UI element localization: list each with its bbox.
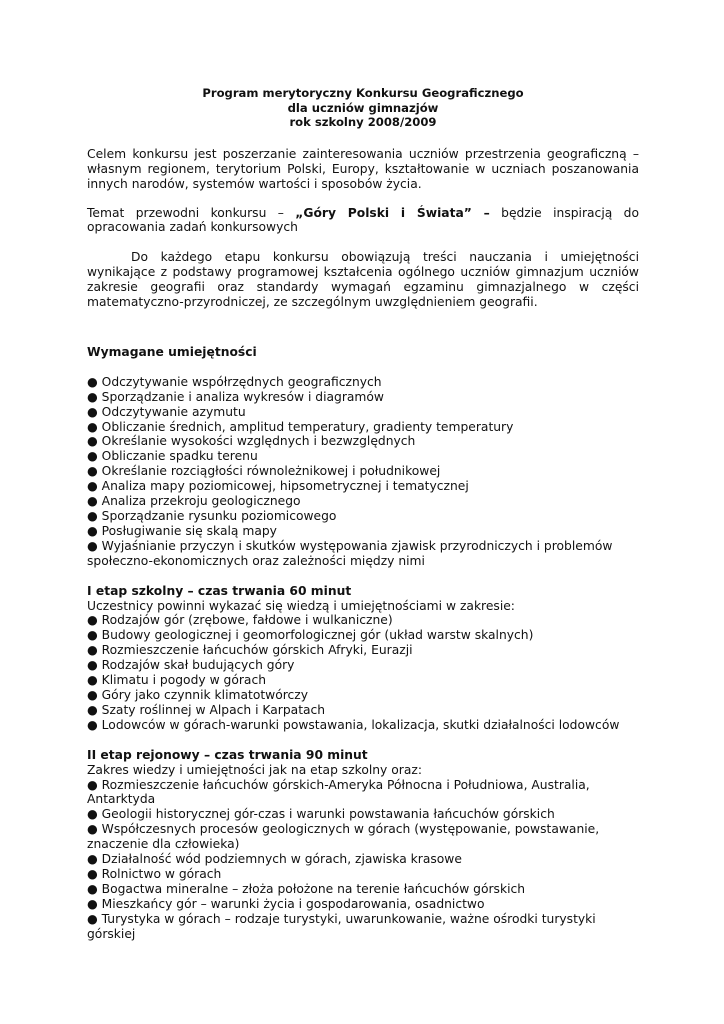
bullet-icon: ● <box>87 896 98 911</box>
stage-2-heading: II etap rejonowy – czas trwania 90 minut <box>87 747 368 762</box>
document-title <box>87 86 639 130</box>
bullet-icon: ● <box>87 822 98 837</box>
list-item: ● Działalność wód podziemnych w górach, zjawiska krasowe <box>87 852 462 867</box>
list-item: ● Określanie rozciągłości równoleżnikowej i południkowej <box>87 464 441 479</box>
list-item: ● Posługiwanie się skalą mapy <box>87 523 277 538</box>
list-item: ● Współczesnych procesów geologicznych w górach (występowanie, powstawanie, znaczenie dla człowieka) <box>87 822 600 852</box>
title-line-1: Program merytoryczny Konkursu Geograficznego <box>202 86 524 100</box>
standards-paragraph: Do każdego etapu konkursu obowiązują treści nauczania i umiejętności wynikające z podstawy programowej kształcenia ogólnego uczniów gimnazjum uczniów zakresie geografii oraz standardy wymagań egzaminu gimnazjalnego w części matematyczno-przyrodniczej, ze szczególnym uwzględnieniem geografii. <box>87 250 639 310</box>
bullet-icon: ● <box>87 687 98 702</box>
stage-2-section <box>87 748 639 942</box>
list-item: ● Analiza mapy poziomicowej, hipsometrycznej i tematycznej <box>87 479 469 494</box>
bullet-icon: ● <box>87 673 98 688</box>
stage-1-list <box>87 613 639 732</box>
theme-paragraph <box>87 206 639 236</box>
theme-highlight: „Góry Polski i Świata” – <box>295 205 490 220</box>
list-item: ● Określanie wysokości względnych i bezwzględnych <box>87 434 416 449</box>
bullet-icon: ● <box>87 389 98 404</box>
list-item: ● Rolnictwo w górach <box>87 866 222 881</box>
bullet-icon: ● <box>87 449 98 464</box>
bullet-icon: ● <box>87 419 98 434</box>
list-item: ● Wyjaśnianie przyczyn i skutków występowania zjawisk przyrodniczych i problemów społeczno-ekonomicznych oraz zależności między nimi <box>87 538 613 568</box>
bullet-icon: ● <box>87 464 98 479</box>
bullet-icon: ● <box>87 911 98 926</box>
bullet-icon: ● <box>87 538 98 553</box>
list-item: ● Góry jako czynnik klimatotwórczy <box>87 687 309 702</box>
bullet-icon: ● <box>87 374 98 389</box>
stage-1-lead: Uczestnicy powinni wykazać się wiedzą i umiejętnościami w zakresie: <box>87 598 515 613</box>
list-item: ● Klimatu i pogody w górach <box>87 673 267 688</box>
list-item: ● Rodzajów skał budujących góry <box>87 658 295 673</box>
bullet-icon: ● <box>87 479 98 494</box>
bullet-icon: ● <box>87 866 98 881</box>
list-item: ● Odczytywanie współrzędnych geograficznych <box>87 374 382 389</box>
stage-2-lead: Zakres wiedzy i umiejętności jak na etap szkolny oraz: <box>87 762 422 777</box>
bullet-icon: ● <box>87 807 98 822</box>
bullet-icon: ● <box>87 628 98 643</box>
bullet-icon: ● <box>87 494 98 509</box>
theme-suffix: będzie inspiracją do opracowania zadań konkursowych <box>87 205 639 235</box>
stage-1-section <box>87 584 639 733</box>
skills-heading: Wymagane umiejętności <box>87 344 257 359</box>
document-page <box>87 86 639 941</box>
list-item: ● Rozmieszczenie łańcuchów górskich-Ameryka Północna i Południowa, Australia, Antarktyda <box>87 777 590 807</box>
list-item: ● Odczytywanie azymutu <box>87 404 246 419</box>
title-line-3: rok szkolny 2008/2009 <box>289 115 437 130</box>
bullet-icon: ● <box>87 434 98 449</box>
list-item: ● Szaty roślinnej w Alpach i Karpatach <box>87 702 326 717</box>
bullet-icon: ● <box>87 702 98 717</box>
list-item: ● Sporządzanie i analiza wykresów i diagramów <box>87 389 384 404</box>
list-item: ● Turystyka w górach – rodzaje turystyki, uwarunkowanie, ważne ośrodki turystyki górskiej <box>87 911 596 941</box>
bullet-icon: ● <box>87 523 98 538</box>
skills-list <box>87 375 639 569</box>
intro-paragraph: Celem konkursu jest poszerzanie zainteresowania uczniów przestrzenia geograficzną – własnym regionem, terytorium Polski, Europy, kształtowanie w uczniach poszanowania innych narodów, systemów wartości i sposobów życia. <box>87 146 639 191</box>
list-item: ● Analiza przekroju geologicznego <box>87 494 301 509</box>
list-item: ● Bogactwa mineralne – złoża położone na terenie łańcuchów górskich <box>87 881 526 896</box>
bullet-icon: ● <box>87 643 98 658</box>
list-item: ● Rozmieszczenie łańcuchów górskich Afryki, Eurazji <box>87 643 413 658</box>
stage-2-list <box>87 778 639 942</box>
list-item: ● Sporządzanie rysunku poziomicowego <box>87 509 337 523</box>
list-item: ● Geologii historycznej gór-czas i warunki powstawania łańcuchów górskich <box>87 807 555 822</box>
bullet-icon: ● <box>87 852 98 867</box>
bullet-icon: ● <box>87 509 98 523</box>
title-line-2: dla uczniów gimnazjów <box>287 100 439 115</box>
bullet-icon: ● <box>87 777 98 792</box>
bullet-icon: ● <box>87 658 98 673</box>
list-item: ● Obliczanie średnich, amplitud temperatury, gradienty temperatury <box>87 419 514 434</box>
bullet-icon: ● <box>87 717 98 732</box>
list-item: ● Lodowców w górach-warunki powstawania, lokalizacja, skutki działalności lodowców <box>87 717 620 732</box>
bullet-icon: ● <box>87 613 98 628</box>
list-item: ● Obliczanie spadku terenu <box>87 449 258 464</box>
theme-prefix: Temat przewodni konkursu – <box>87 205 296 220</box>
list-item: ● Budowy geologicznej i geomorfologicznej gór (układ warstw skalnych) <box>87 628 534 643</box>
stage-1-heading: I etap szkolny – czas trwania 60 minut <box>87 583 352 598</box>
list-item: ● Mieszkańcy gór – warunki życia i gospodarowania, osadnictwo <box>87 896 485 911</box>
bullet-icon: ● <box>87 404 98 419</box>
list-item: ● Rodzajów gór (zrębowe, fałdowe i wulkaniczne) <box>87 613 393 628</box>
bullet-icon: ● <box>87 881 98 896</box>
